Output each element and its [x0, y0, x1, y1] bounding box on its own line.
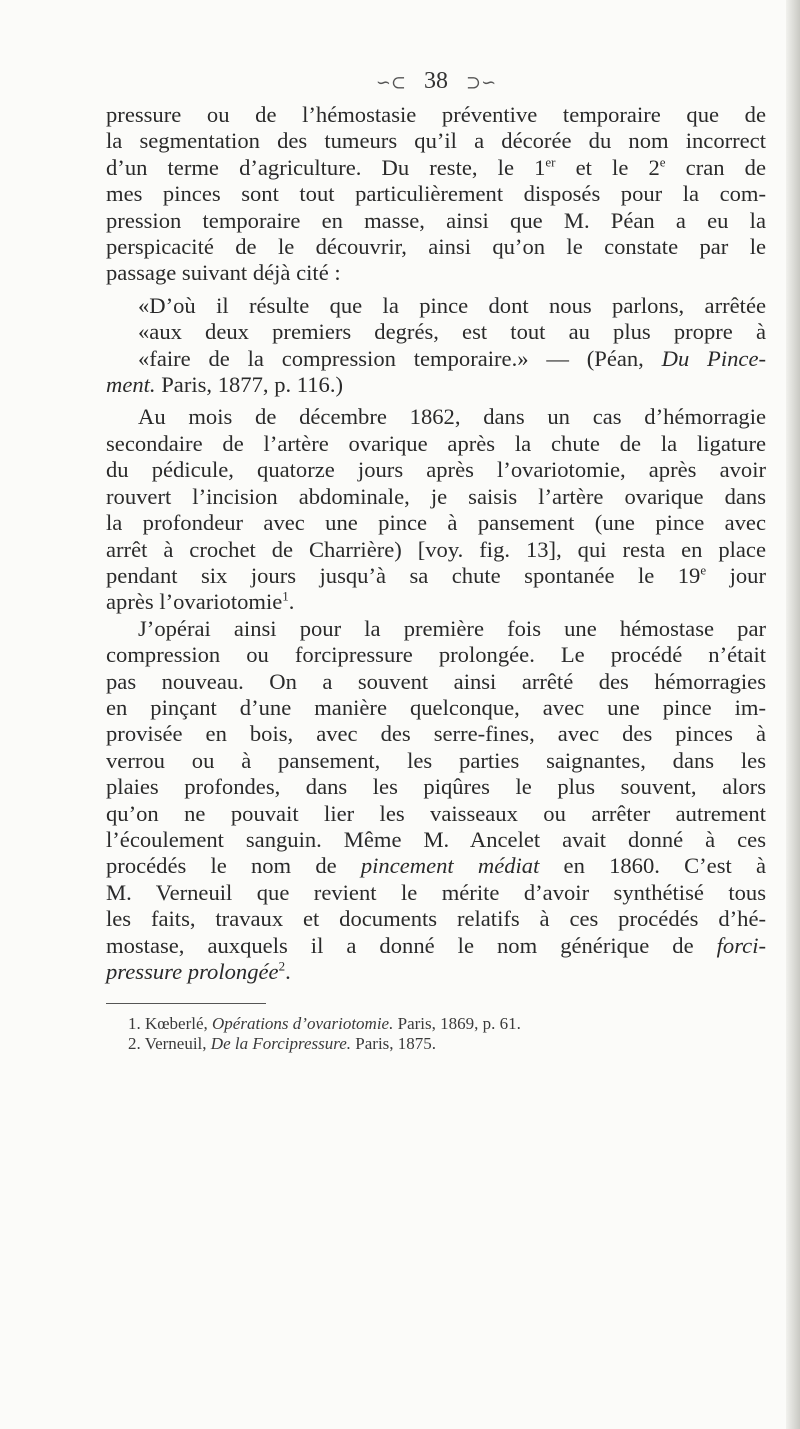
footnote: 1. Kœberlé, Opérations d’ovariotomie. Paris, 1869, p. 61. — [128, 1014, 521, 1034]
text-line: après l’ovariotomie$^1$. — [106, 588, 295, 615]
text-line: mostase, auxquels il a donné le nom générique de forci- — [106, 932, 766, 958]
text-line: pressure ou de l’hémostasie préventive temporaire que de — [106, 102, 766, 127]
book-page — [106, 64, 766, 1054]
text-line: «aux deux premiers degrés, est tout au plus propre à — [138, 319, 766, 345]
text-line: passage suivant déjà cité : — [106, 260, 341, 286]
text-line: pressure prolongée$^2$. — [106, 958, 291, 984]
text-line: la segmentation des tumeurs qu’il a décorée du nom incorrect — [106, 128, 766, 154]
ornament-left: ∽⊂ — [375, 72, 406, 93]
text-line: les faits, travaux et documents relatifs à ces procédés d’hé- — [106, 906, 766, 932]
text-line: pendant six jours jusqu’à sa chute spontanée le 19e jour — [106, 562, 767, 588]
text-line: «faire de la compression temporaire.» — (Péan, Du Pince- — [138, 345, 766, 371]
text-line: en pinçant d’une manière quelconque, avec une pince im- — [106, 694, 766, 720]
text-line: mes pinces sont tout particulièrement disposés pour la com- — [106, 181, 766, 207]
text-line: perspicacité de le découvrir, ainsi qu’on le constate par le — [106, 234, 766, 260]
text-line: pas nouveau. On a souvent ainsi arrêté des hémorragies — [106, 668, 766, 694]
text-line: arrêt à crochet de Charrière) [voy. fig. 13], qui resta en place — [106, 536, 766, 562]
text-line: procédés le nom de pincement médiat en 1860. C’est à — [106, 853, 766, 879]
text-line: qu’on ne pouvait lier les vaisseaux ou arrêter autrement — [106, 800, 766, 826]
footnote-rule — [106, 1003, 266, 1004]
text-line: compression ou forcipressure prolongée. Le procédé n’était — [106, 642, 766, 668]
footnote: 2. Verneuil, De la Forcipressure. Paris, 1875. — [128, 1034, 437, 1054]
footnotes — [106, 1014, 766, 1054]
page-header — [106, 64, 766, 98]
text-line: l’écoulement sanguin. Même M. Ancelet avait donné à ces — [106, 826, 766, 852]
text-line: secondaire de l’artère ovarique après la chute de la ligature — [106, 430, 766, 456]
text-line: ment. Paris, 1877, p. 116.) — [106, 372, 344, 398]
page-number: 38 — [424, 68, 448, 94]
text-line: verrou ou à pansement, les parties saignantes, dans les — [106, 747, 766, 773]
text-line: rouvert l’incision abdominale, je saisis l’artère ovarique dans — [106, 483, 766, 509]
text-line: Au mois de décembre 1862, dans un cas d’hémorragie — [138, 404, 766, 430]
page-edge-shadow — [786, 0, 800, 1429]
text-line: du pédicule, quatorze jours après l’ovariotomie, après avoir — [106, 457, 766, 483]
text-line: pression temporaire en masse, ainsi que M. Péan a eu la — [106, 207, 766, 233]
text-line: J’opérai ainsi pour la première fois une hémostase par — [138, 615, 766, 641]
body-text — [106, 102, 766, 985]
text-line: plaies profondes, dans les piqûres le plus souvent, alors — [106, 774, 766, 800]
text-line: M. Verneuil que revient le mérite d’avoir synthétisé tous — [106, 879, 766, 905]
ornament-right: ⊃∽ — [466, 72, 497, 93]
text-line: la profondeur avec une pince à pansement (une pince avec — [106, 510, 766, 536]
text-line: «D’où il résulte que la pince dont nous parlons, arrêtée — [138, 292, 766, 318]
text-line: d’un terme d’agriculture. Du reste, le 1er et le 2e cran de — [106, 154, 767, 180]
text-line: provisée en bois, avec des serre-fines, avec des pinces à — [106, 721, 766, 747]
